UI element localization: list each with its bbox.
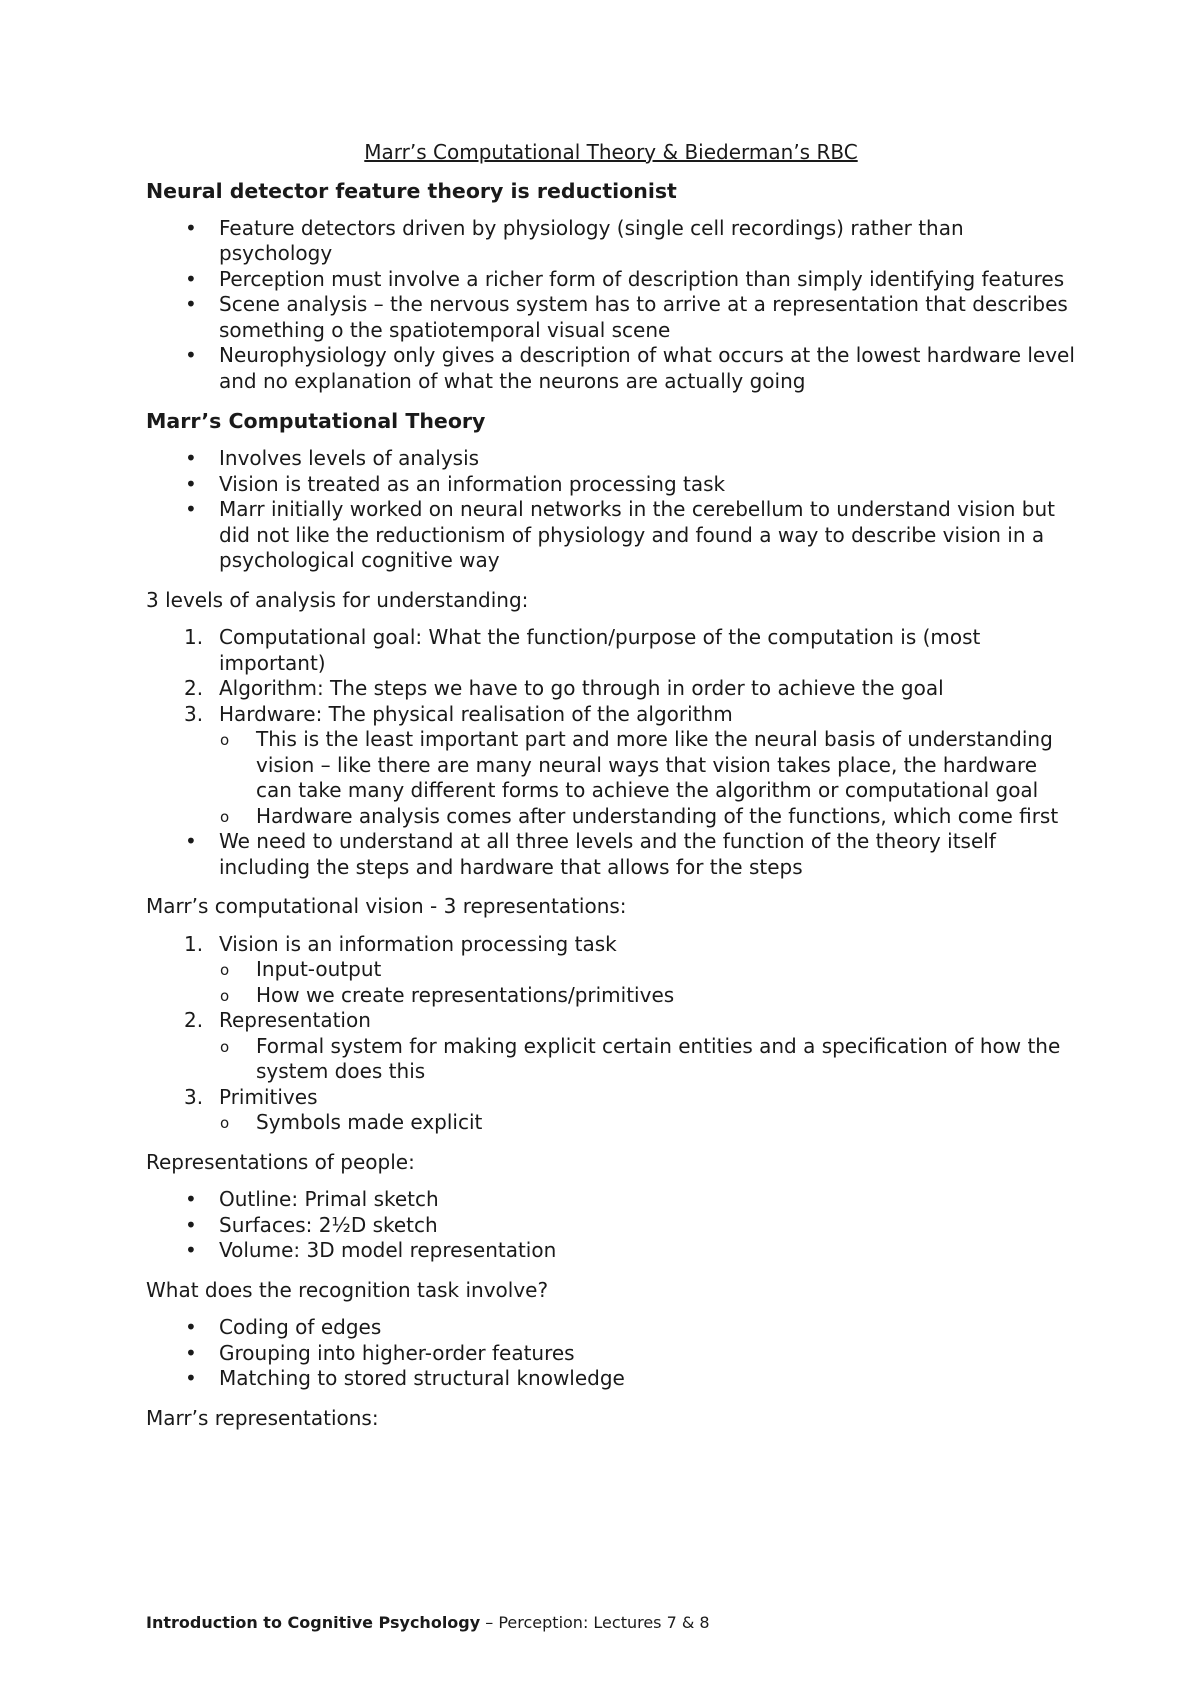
list-item: • Grouping into higher-order features [146,1341,1076,1367]
page-footer [146,1613,710,1632]
list-item: • Matching to stored structural knowledge [146,1366,1076,1392]
sub-list-item: o Hardware analysis comes after understanding of the functions, which come first [146,804,1076,830]
sub-list-item: o Input-output [146,957,1076,983]
marr-theory-list [146,446,1076,574]
numbered-item: 1. Vision is an information processing task o Input-output o How we create representations/primitives [146,932,1076,1009]
heading-marr-computational-theory: Marr’s Computational Theory [146,409,486,433]
sub-list [219,727,1076,829]
sub-list [219,1110,1076,1136]
list-item: • Coding of edges [146,1315,1076,1341]
document-title: Marr’s Computational Theory & Biederman’s RBC [364,140,858,164]
sub-list [219,957,1076,1008]
numbered-item: 1. Computational goal: What the function/purpose of the computation is (most important) [184,625,981,675]
recognition-task-list [146,1315,1076,1392]
recognition-task-lead: What does the recognition task involve? [146,1277,549,1302]
list-item: • Volume: 3D model representation [146,1238,1076,1264]
representations-of-people-lead: Representations of people: [146,1149,415,1174]
levels-of-analysis-lead: 3 levels of analysis for understanding: [146,587,529,612]
heading-neural-detector: Neural detector feature theory is reductionist [146,178,677,203]
document-page [146,140,1076,1443]
sub-list-item: o This is the least important part and more like the neural basis of understanding vision – like there are many neural ways that vision takes place, the hardware can take many different forms to achieve the algorithm or computational goal [146,727,1076,804]
list-item: • Vision is treated as an information processing task [146,472,1076,498]
list-item: • Marr initially worked on neural networks in the cerebellum to understand vision but did not like the reductionism of physiology and found a way to describe vision in a psychological cognitive way [146,497,1076,574]
marr-representations-lead: Marr’s representations: [146,1405,379,1430]
footer-course: Introduction to Cognitive Psychology [146,1613,481,1632]
list-item: • We need to understand at all three levels and the function of the theory itself including the steps and hardware that allows for the steps [146,829,1076,880]
neural-detector-list [146,216,1076,395]
representations-lead: Marr’s computational vision - 3 representations: [146,894,627,918]
levels-of-analysis-list [146,625,1076,880]
list-item: • Perception must involve a richer form of description than simply identifying features [146,267,1076,293]
sub-list-item: o Symbols made explicit [146,1110,1076,1136]
sub-list [219,1034,1076,1085]
list-item: • Scene analysis – the nervous system has to arrive at a representation that describes something o the spatiotemporal visual scene [146,292,1076,343]
numbered-item: 2. Representation o Formal system for making explicit certain entities and a specification of how the system does this [146,1008,1076,1085]
sub-list-item: o Formal system for making explicit certain entities and a specification of how the system does this [146,1034,1076,1085]
numbered-item: 3. Hardware: The physical realisation of the algorithm o This is the least important part and more like the neural basis of understanding vision – like there are many neural ways that vision takes place, the hardware can take many different forms to achieve the algorithm or computational goal o Hardware analysis comes after understanding of the functions, which come first [146,702,1076,830]
numbered-item: 3. Primitives o Symbols made explicit [146,1085,1076,1136]
list-item: • Outline: Primal sketch [146,1187,1076,1213]
numbered-item: 2. Algorithm: The steps we have to go through in order to achieve the goal [184,676,944,700]
representations-list [146,932,1076,1136]
sub-list-item: o How we create representations/primitives [146,983,1076,1009]
list-item: • Feature detectors driven by physiology (single cell recordings) rather than psychology [146,216,1076,267]
list-item: • Involves levels of analysis [146,446,1076,472]
list-item: • Neurophysiology only gives a description of what occurs at the lowest hardware level and no explanation of what the neurons are actually going [146,343,1076,394]
representations-of-people-list [146,1187,1076,1264]
list-item: • Surfaces: 2½D sketch [146,1213,1076,1239]
footer-lecture: – Perception: Lectures 7 & 8 [480,1613,710,1632]
